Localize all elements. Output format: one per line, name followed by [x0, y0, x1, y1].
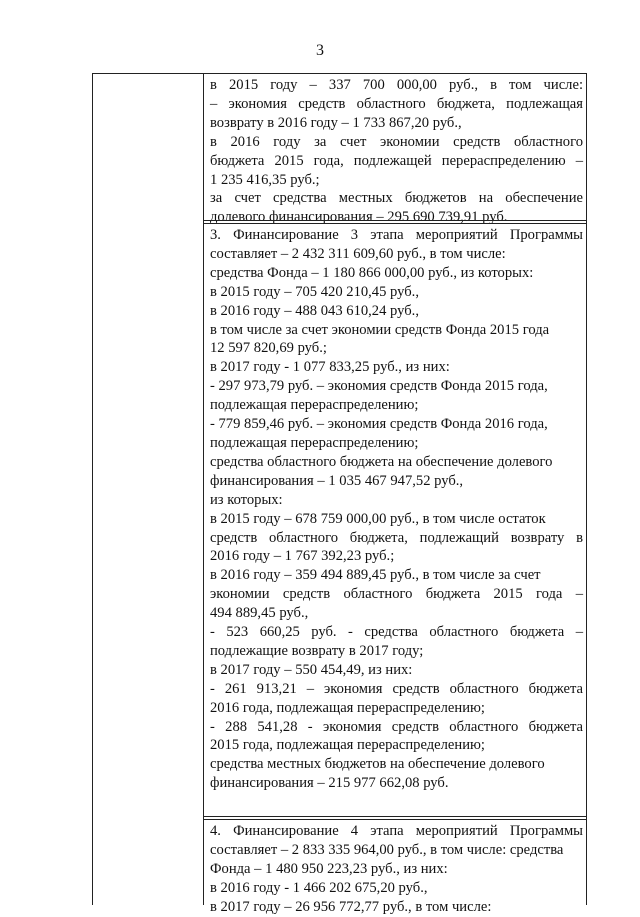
- text-line: экономии средств областного бюджета 2015 года –: [210, 586, 583, 603]
- text-line: в 2017 году – 550 454,49, из них:: [210, 661, 413, 678]
- text-line: 1 235 416,35 руб.;: [210, 171, 320, 188]
- text-line: средств областного бюджета, подлежащий возврату в: [210, 529, 583, 546]
- text-line: Фонда – 1 480 950 223,23 руб., из них:: [210, 860, 448, 877]
- text-line: средства областного бюджета на обеспечение долевого: [210, 453, 553, 470]
- page-number: 3: [316, 42, 324, 59]
- text-line: подлежащие возврату в 2017 году;: [210, 642, 424, 659]
- text-line: 2016 года, подлежащая перераспределению;: [210, 699, 485, 716]
- text-line: в 2016 году - 1 466 202 675,20 руб.,: [210, 879, 428, 896]
- text-line: - 297 973,79 руб. – экономия средств Фонда 2015 года,: [210, 378, 548, 395]
- text-line: в 2015 году – 678 759 000,00 руб., в том числе остаток: [210, 510, 546, 527]
- text-line: из которых:: [210, 491, 283, 508]
- text-line: 2016 году – 1 767 392,23 руб.;: [210, 548, 395, 565]
- text-line: возврату в 2016 году – 1 733 867,20 руб.,: [210, 114, 462, 131]
- text-line: - 288 541,28 - экономия средств областного бюджета: [210, 718, 583, 735]
- text-line: в 2016 году – 359 494 889,45 руб., в том числе за счет: [210, 567, 541, 584]
- text-line: составляет – 2 432 311 609,60 руб., в том числе:: [210, 245, 506, 262]
- text-line: подлежащая перераспределению;: [210, 397, 419, 414]
- text-line: подлежащая перераспределению;: [210, 434, 419, 451]
- financing-table: [92, 73, 587, 915]
- text-line: 4. Финансирование 4 этапа мероприятий Программы: [210, 823, 583, 839]
- table-cell-stage-2-continuation: [204, 74, 586, 226]
- row-divider: [204, 220, 586, 221]
- text-line: в 2015 году – 705 420 210,45 руб.,: [210, 283, 419, 300]
- text-line: 2015 года, подлежащая перераспределению;: [210, 737, 485, 754]
- text-line: в 2015 году – 337 700 000,00 руб., в том числе:: [210, 77, 583, 93]
- text-line: долевого финансирования – 295 690 739,91 руб.: [210, 209, 508, 226]
- text-line: 494 889,45 руб.,: [210, 605, 309, 622]
- text-line: - 779 859,46 руб. – экономия средств Фонда 2016 года,: [210, 416, 548, 433]
- table-left-column: [93, 74, 204, 905]
- text-line: 3. Финансирование 3 этапа мероприятий Программы: [210, 227, 583, 243]
- text-line: бюджета 2015 года, подлежащей перераспределению –: [210, 152, 583, 169]
- text-line: финансирования – 215 977 662,08 руб.: [210, 775, 449, 792]
- text-line: в 2017 году – 26 956 772,77 руб., в том числе:: [210, 898, 492, 915]
- row-divider: [204, 816, 586, 817]
- text-line: составляет – 2 833 335 964,00 руб., в том числе: средства: [210, 841, 564, 858]
- text-line: средства Фонда – 1 180 866 000,00 руб., из которых:: [210, 264, 534, 281]
- text-line: - 261 913,21 – экономия средств областного бюджета: [210, 680, 583, 697]
- text-line: финансирования – 1 035 467 947,52 руб.,: [210, 472, 464, 489]
- text-line: в 2017 году - 1 077 833,25 руб., из них:: [210, 359, 450, 376]
- text-line: средства местных бюджетов на обеспечение долевого: [210, 756, 545, 773]
- text-line: - 523 660,25 руб. - средства областного бюджета –: [210, 624, 583, 641]
- text-line: – экономия средств областного бюджета, подлежащая: [210, 95, 583, 112]
- table-cell-stage-3: [204, 224, 586, 816]
- table-right-column: [204, 74, 586, 915]
- text-line: в том числе за счет экономии средств Фонда 2015 года: [210, 321, 550, 338]
- text-line: в 2016 году – 488 043 610,24 руб.,: [210, 302, 419, 319]
- text-line: за счет средства местных бюджетов на обеспечение: [210, 190, 583, 207]
- table-cell-stage-4: [204, 820, 586, 915]
- text-line: в 2016 году за счет экономии средств областного: [210, 133, 583, 150]
- text-line: 12 597 820,69 руб.;: [210, 340, 327, 357]
